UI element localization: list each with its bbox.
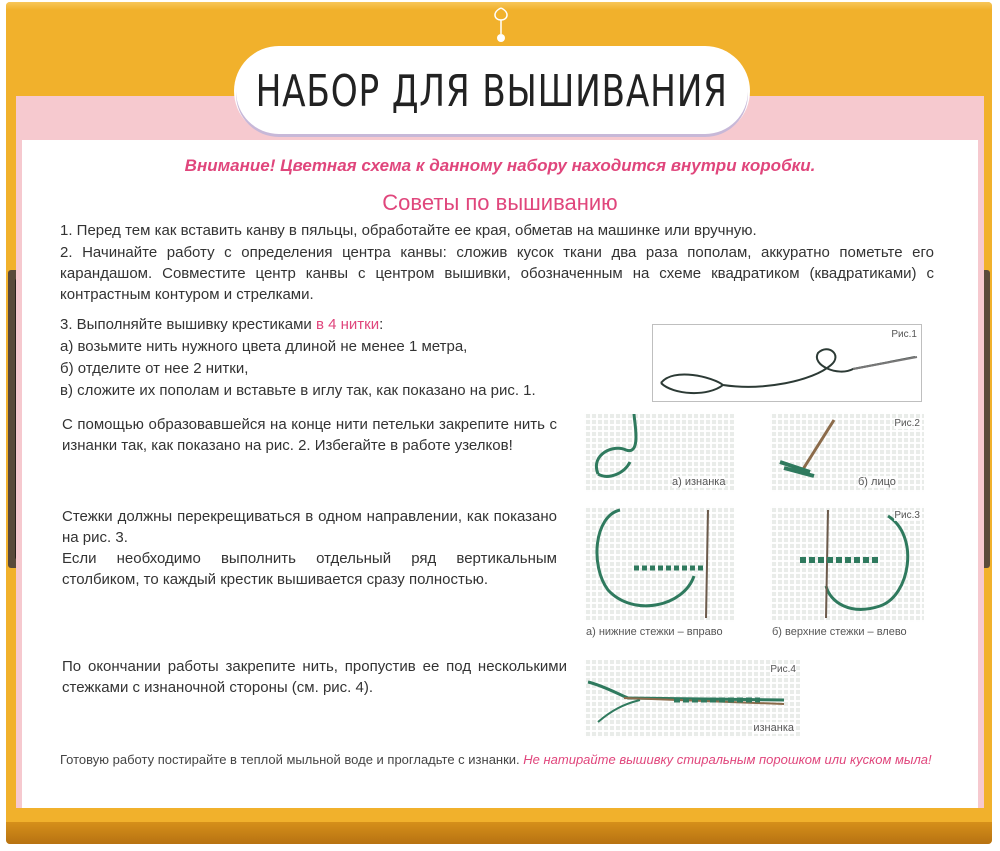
- vertical-paragraph: Если необходимо выполнить отдельный ряд вертикальным столбиком, то каждый крестик вышивается сразу полностью.: [62, 550, 557, 588]
- washing-note-text: Готовую работу постирайте в теплой мыльной воде и прогладьте с изнанки.: [60, 752, 524, 767]
- figure-3-label: Рис.3: [894, 510, 920, 521]
- figure-3b-canvas: [770, 506, 924, 622]
- step-3c: в) сложите их пополам и вставьте в иглу так, как показано на рис. 1.: [60, 382, 536, 399]
- step-3a: а) возьмите нить нужного цвета длиной не менее 1 метра,: [60, 338, 468, 355]
- warning-text: Внимание! Цветная схема к данному набору находится внутри коробки.: [184, 156, 816, 175]
- figure-3a-caption: а) нижние стежки – вправо: [586, 626, 723, 638]
- finish-paragraph: По окончании работы закрепите нить, пропустив ее под несколькими стежками с изнаночной стороны (см. рис. 4).: [62, 658, 567, 696]
- figure-1-label: Рис.1: [891, 329, 917, 340]
- pink-strip-right: [978, 140, 984, 808]
- figure-3a-canvas: [584, 506, 734, 622]
- title-plate: [236, 48, 748, 134]
- bottom-stitches-illustration: [584, 506, 734, 622]
- figure-2b-caption: б) лицо: [858, 476, 896, 488]
- box-bottom-edge: [6, 822, 992, 844]
- loop-paragraph: С помощью образовавшейся на конце нити петельки закрепите нить с изнанки так, как показано на рис. 2. Избегайте в работе узелков!: [62, 416, 557, 454]
- step-3: [60, 314, 620, 335]
- figure-2-label: Рис.2: [894, 418, 920, 429]
- thread-needle-illustration: [653, 325, 923, 403]
- section-subtitle: Советы по вышиванию: [382, 190, 618, 215]
- figure-4-canvas: [584, 660, 800, 738]
- washing-note: [60, 750, 940, 769]
- step-1: 1. Перед тем как вставить канву в пяльцы, обработайте ее края, обметав на машинке или вручную.: [60, 222, 757, 239]
- figure-1: [652, 324, 922, 402]
- page-title: НАБОР ДЛЯ ВЫШИВАНИЯ: [255, 65, 729, 117]
- figure-4-caption: изнанка: [753, 722, 794, 734]
- figure-4-label: Рис.4: [770, 664, 796, 675]
- step-3-accent: в 4 нитки: [315, 316, 380, 333]
- figure-2a-canvas: [584, 414, 734, 492]
- cross-paragraph: Стежки должны перекрещиваться в одном направлении, как показано на рис. 3.: [62, 508, 557, 546]
- step-3-suffix: :: [379, 316, 384, 333]
- tag-string-icon: [488, 6, 514, 42]
- figure-2a-caption: а) изнанка: [672, 476, 726, 488]
- top-stitches-illustration: [770, 506, 924, 622]
- figure-2b-canvas: [770, 414, 924, 492]
- pink-strip-left: [16, 140, 22, 808]
- washing-note-warning: Не натирайте вышивку стиральным порошком или куском мыла!: [523, 752, 932, 767]
- step-2: 2. Начинайте работу с определения центра канвы: сложив кусок ткани два раза пополам, аккуратно пометьте его карандашом. Совместите центр канвы с центром вышивки, обозначенным на схеме квадратиком (квадратиками) с контрастным контуром и стрелками.: [60, 244, 934, 303]
- figure-3b-caption: б) верхние стежки – влево: [772, 626, 907, 638]
- step-3b: б) отделите от нее 2 нитки,: [60, 360, 249, 377]
- step-3-prefix: 3. Выполняйте вышивку крестиками: [60, 316, 316, 333]
